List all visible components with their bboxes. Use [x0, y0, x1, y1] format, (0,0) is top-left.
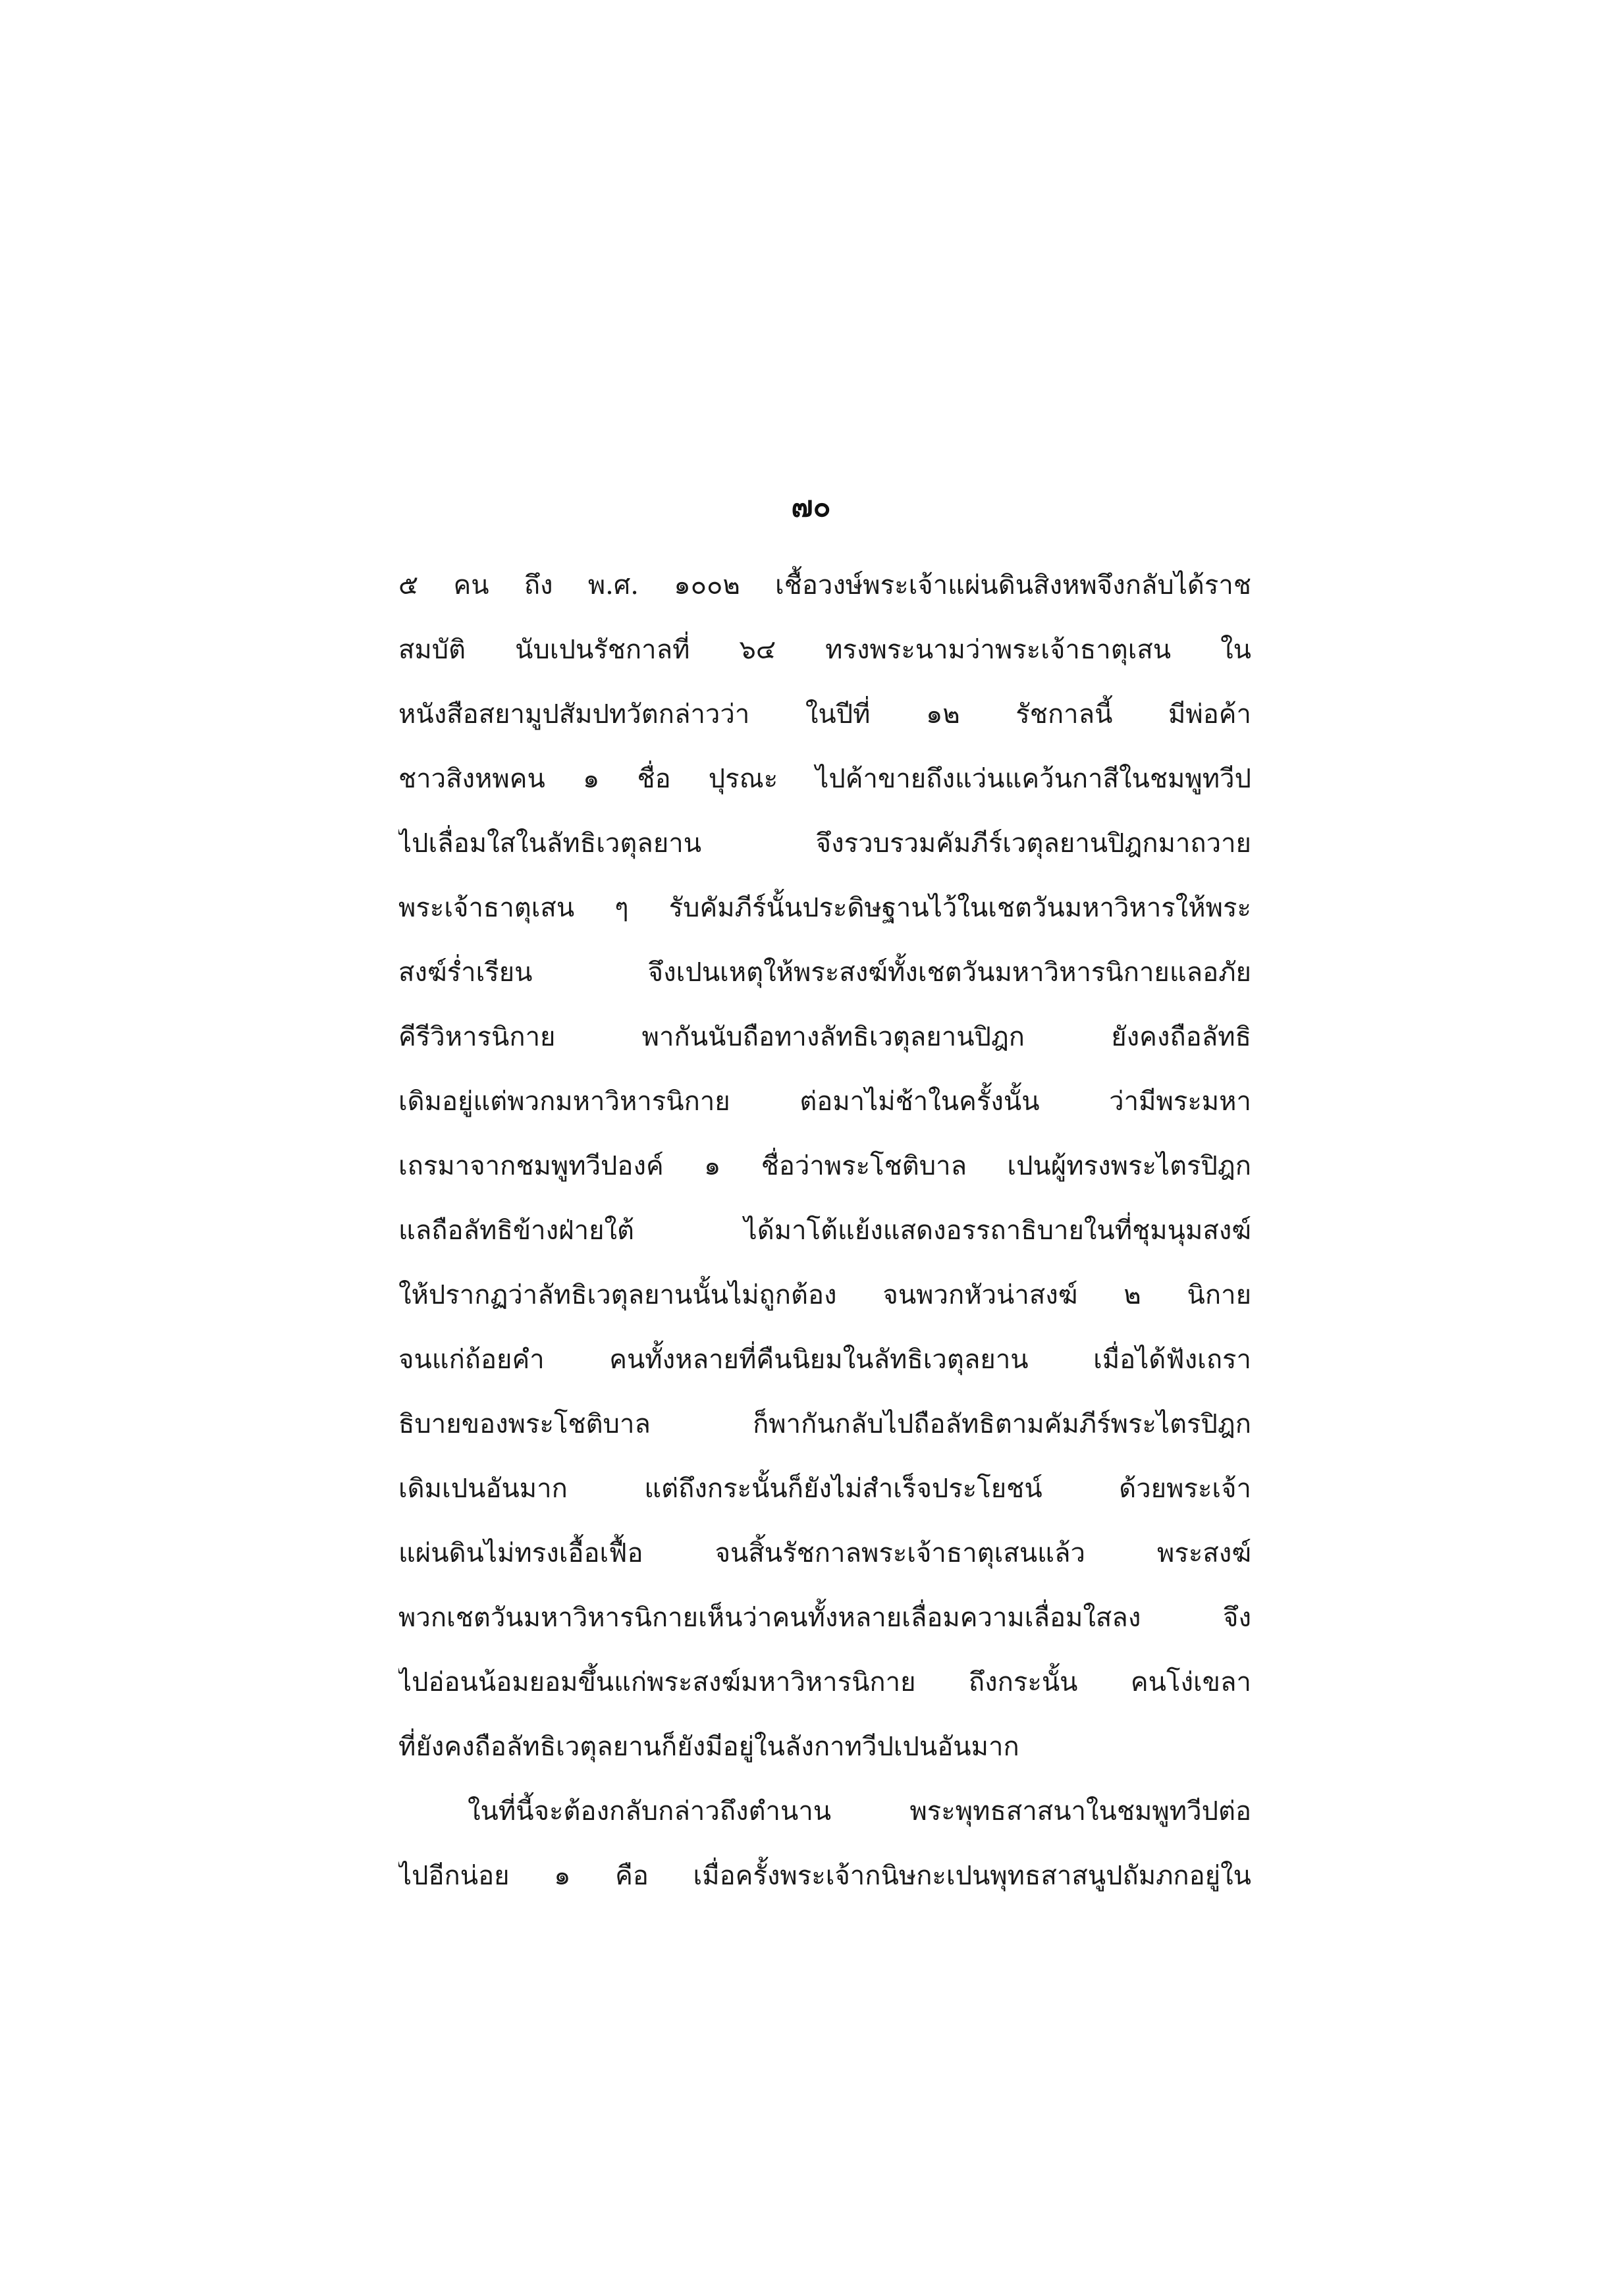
text-line: สงฆ์ร่ำเรียน จึงเปนเหตุให้พระสงฆ์ทั้งเชตวันมหาวิหารนิกายแลอภัย [398, 957, 1251, 988]
text-line: ไปเลื่อมใสในลัทธิเวตุลยาน จึงรวบรวมคัมภีร์เวตุลยานปิฎกมาถวาย [398, 828, 1251, 859]
paragraph-end-line: ที่ยังคงถือลัทธิเวตุลยานก็ยังมีอยู่ในลังกาทวีปเปนอันมาก [398, 1732, 1019, 1762]
text-line: ไปอ่อนน้อมยอมขึ้นแก่พระสงฆ์มหาวิหารนิกาย ถึงกระนั้น คนโง่เขลา [398, 1667, 1251, 1697]
text-line: เถรมาจากชมพูทวีปองค์ ๑ ชื่อว่าพระโชติบาล เปนผู้ทรงพระไตรปิฎก [398, 1151, 1251, 1181]
text-line: เดิมอยู่แต่พวกมหาวิหารนิกาย ต่อมาไม่ช้าในครั้งนั้น ว่ามีพระมหา [398, 1086, 1251, 1117]
text-line: ๕ คน ถึง พ.ศ. ๑๐๐๒ เชื้อวงษ์พระเจ้าแผ่นดินสิงหพจึงกลับได้ราช [398, 570, 1251, 601]
text-line: แลถือลัทธิข้างฝ่ายใต้ ได้มาโต้แย้งแสดงอรรถาธิบายในที่ชุมนุมสงฆ์ [398, 1215, 1251, 1246]
text-line: จนแก่ถ้อยคำ คนทั้งหลายที่คืนนิยมในลัทธิเวตุลยาน เมื่อได้ฟังเถรา [398, 1345, 1251, 1375]
text-line: พระเจ้าธาตุเสน ๆ รับคัมภีร์นั้นประดิษฐานไว้ในเชตวันมหาวิหารให้พระ [398, 893, 1251, 923]
text-line: แผ่นดินไม่ทรงเอื้อเฟื้อ จนสิ้นรัชกาลพระเจ้าธาตุเสนแล้ว พระสงฆ์ [398, 1538, 1251, 1568]
body-text [398, 553, 1251, 1908]
text-line: พวกเชตวันมหาวิหารนิกายเห็นว่าคนทั้งหลายเลื่อมความเลื่อมใสลง จึง [398, 1603, 1251, 1633]
text-line: เดิมเปนอันมาก แต่ถึงกระนั้นก็ยังไม่สำเร็จประโยชน์ ด้วยพระเจ้า [398, 1474, 1251, 1504]
text-line: ให้ปรากฏว่าลัทธิเวตุลยานนั้นไม่ถูกต้อง จนพวกหัวน่าสงฆ์ ๒ นิกาย [398, 1280, 1251, 1310]
text-line: สมบัติ นับเปนรัชกาลที่ ๖๔ ทรงพระนามว่าพระเจ้าธาตุเสน ใน [398, 635, 1251, 665]
text-line: หนังสือสยามูปสัมปทวัตกล่าวว่า ในปีที่ ๑๒ รัชกาลนี้ มีพ่อค้า [398, 699, 1251, 730]
page-number: ๗๐ [791, 490, 831, 523]
text-line: ชาวสิงหพคน ๑ ชื่อ ปุรณะ ไปค้าขายถึงแว่นแคว้นกาสีในชมพูทวีป [398, 764, 1251, 794]
text-line: ธิบายของพระโชติบาล ก็พากันกลับไปถือลัทธิตามคัมภีร์พระไตรปิฎก [398, 1409, 1251, 1439]
paragraph-first-line: ในที่นี้จะต้องกลับกล่าวถึงตำนาน พระพุทธสาสนาในชมพูทวีปต่อ [468, 1796, 1251, 1827]
text-line: ไปอีกน่อย ๑ คือ เมื่อครั้งพระเจ้ากนิษกะเปนพุทธสาสนูปถัมภกอยู่ใน [398, 1861, 1251, 1891]
text-line: คีรีวิหารนิกาย พากันนับถือทางลัทธิเวตุลยานปิฎก ยังคงถือลัทธิ [398, 1022, 1251, 1052]
